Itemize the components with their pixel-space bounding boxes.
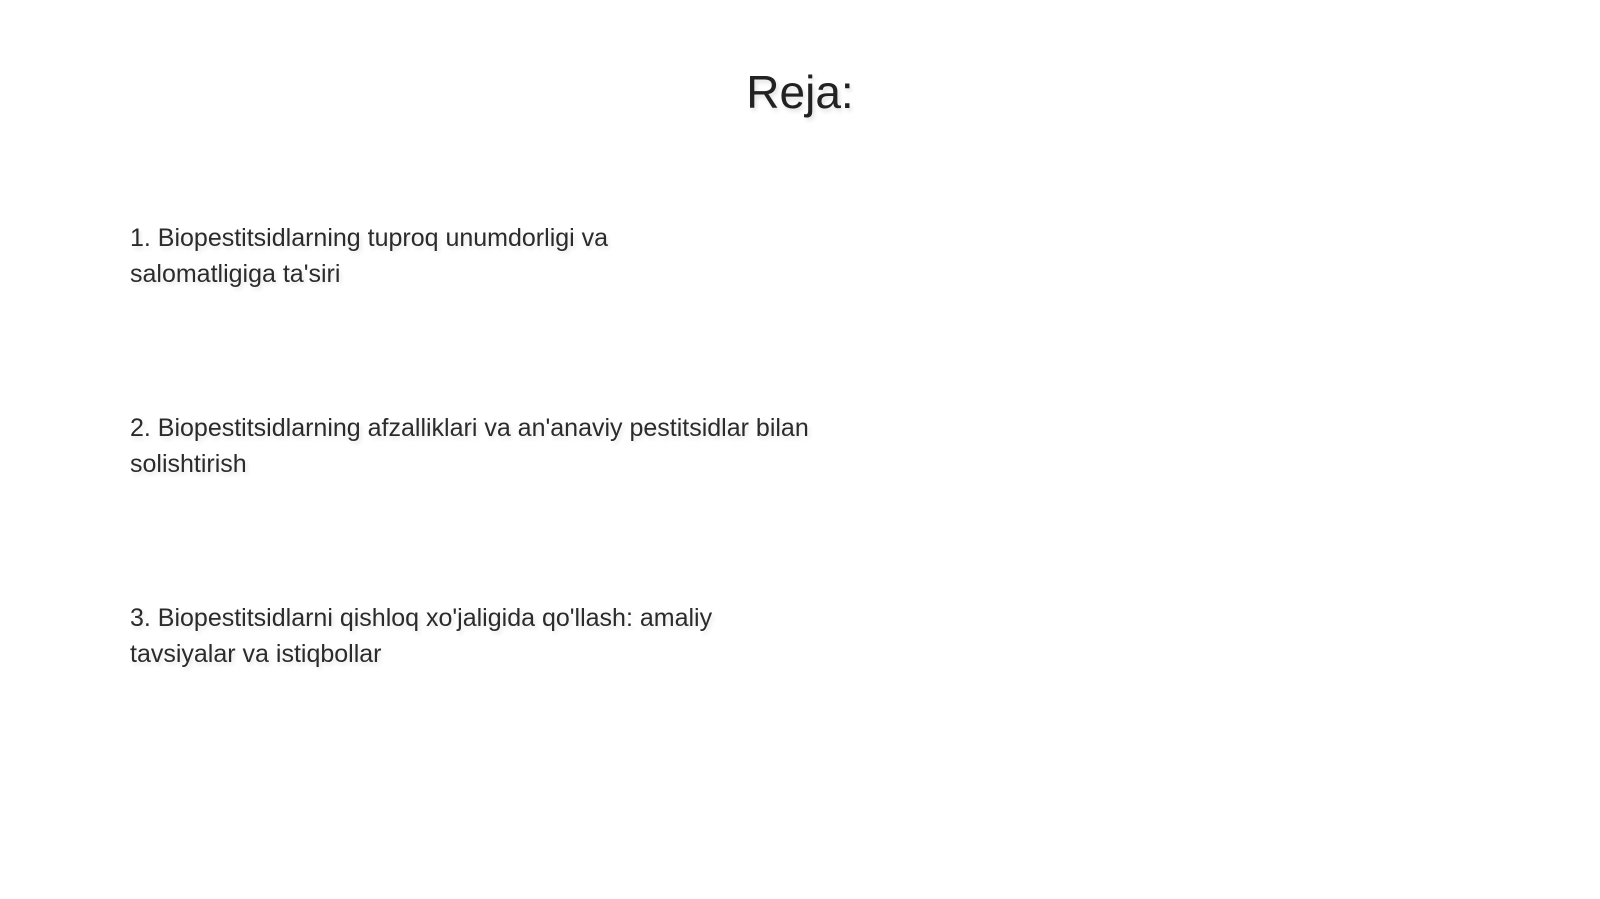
plan-item-3: 3. Biopestitsidlarni qishloq xo'jaligida qo'llash: amaliy tavsiyalar va istiqbollar xyxy=(130,604,713,668)
plan-item-2: 2. Biopestitsidlarning afzalliklari va an'anaviy pestitsidlar bilan solishtirish xyxy=(130,414,809,478)
plan-item-1: 1. Biopestitsidlarning tuproq unumdorligi va salomatligiga ta'siri xyxy=(130,224,609,288)
slide-title: Reja: xyxy=(746,66,854,118)
